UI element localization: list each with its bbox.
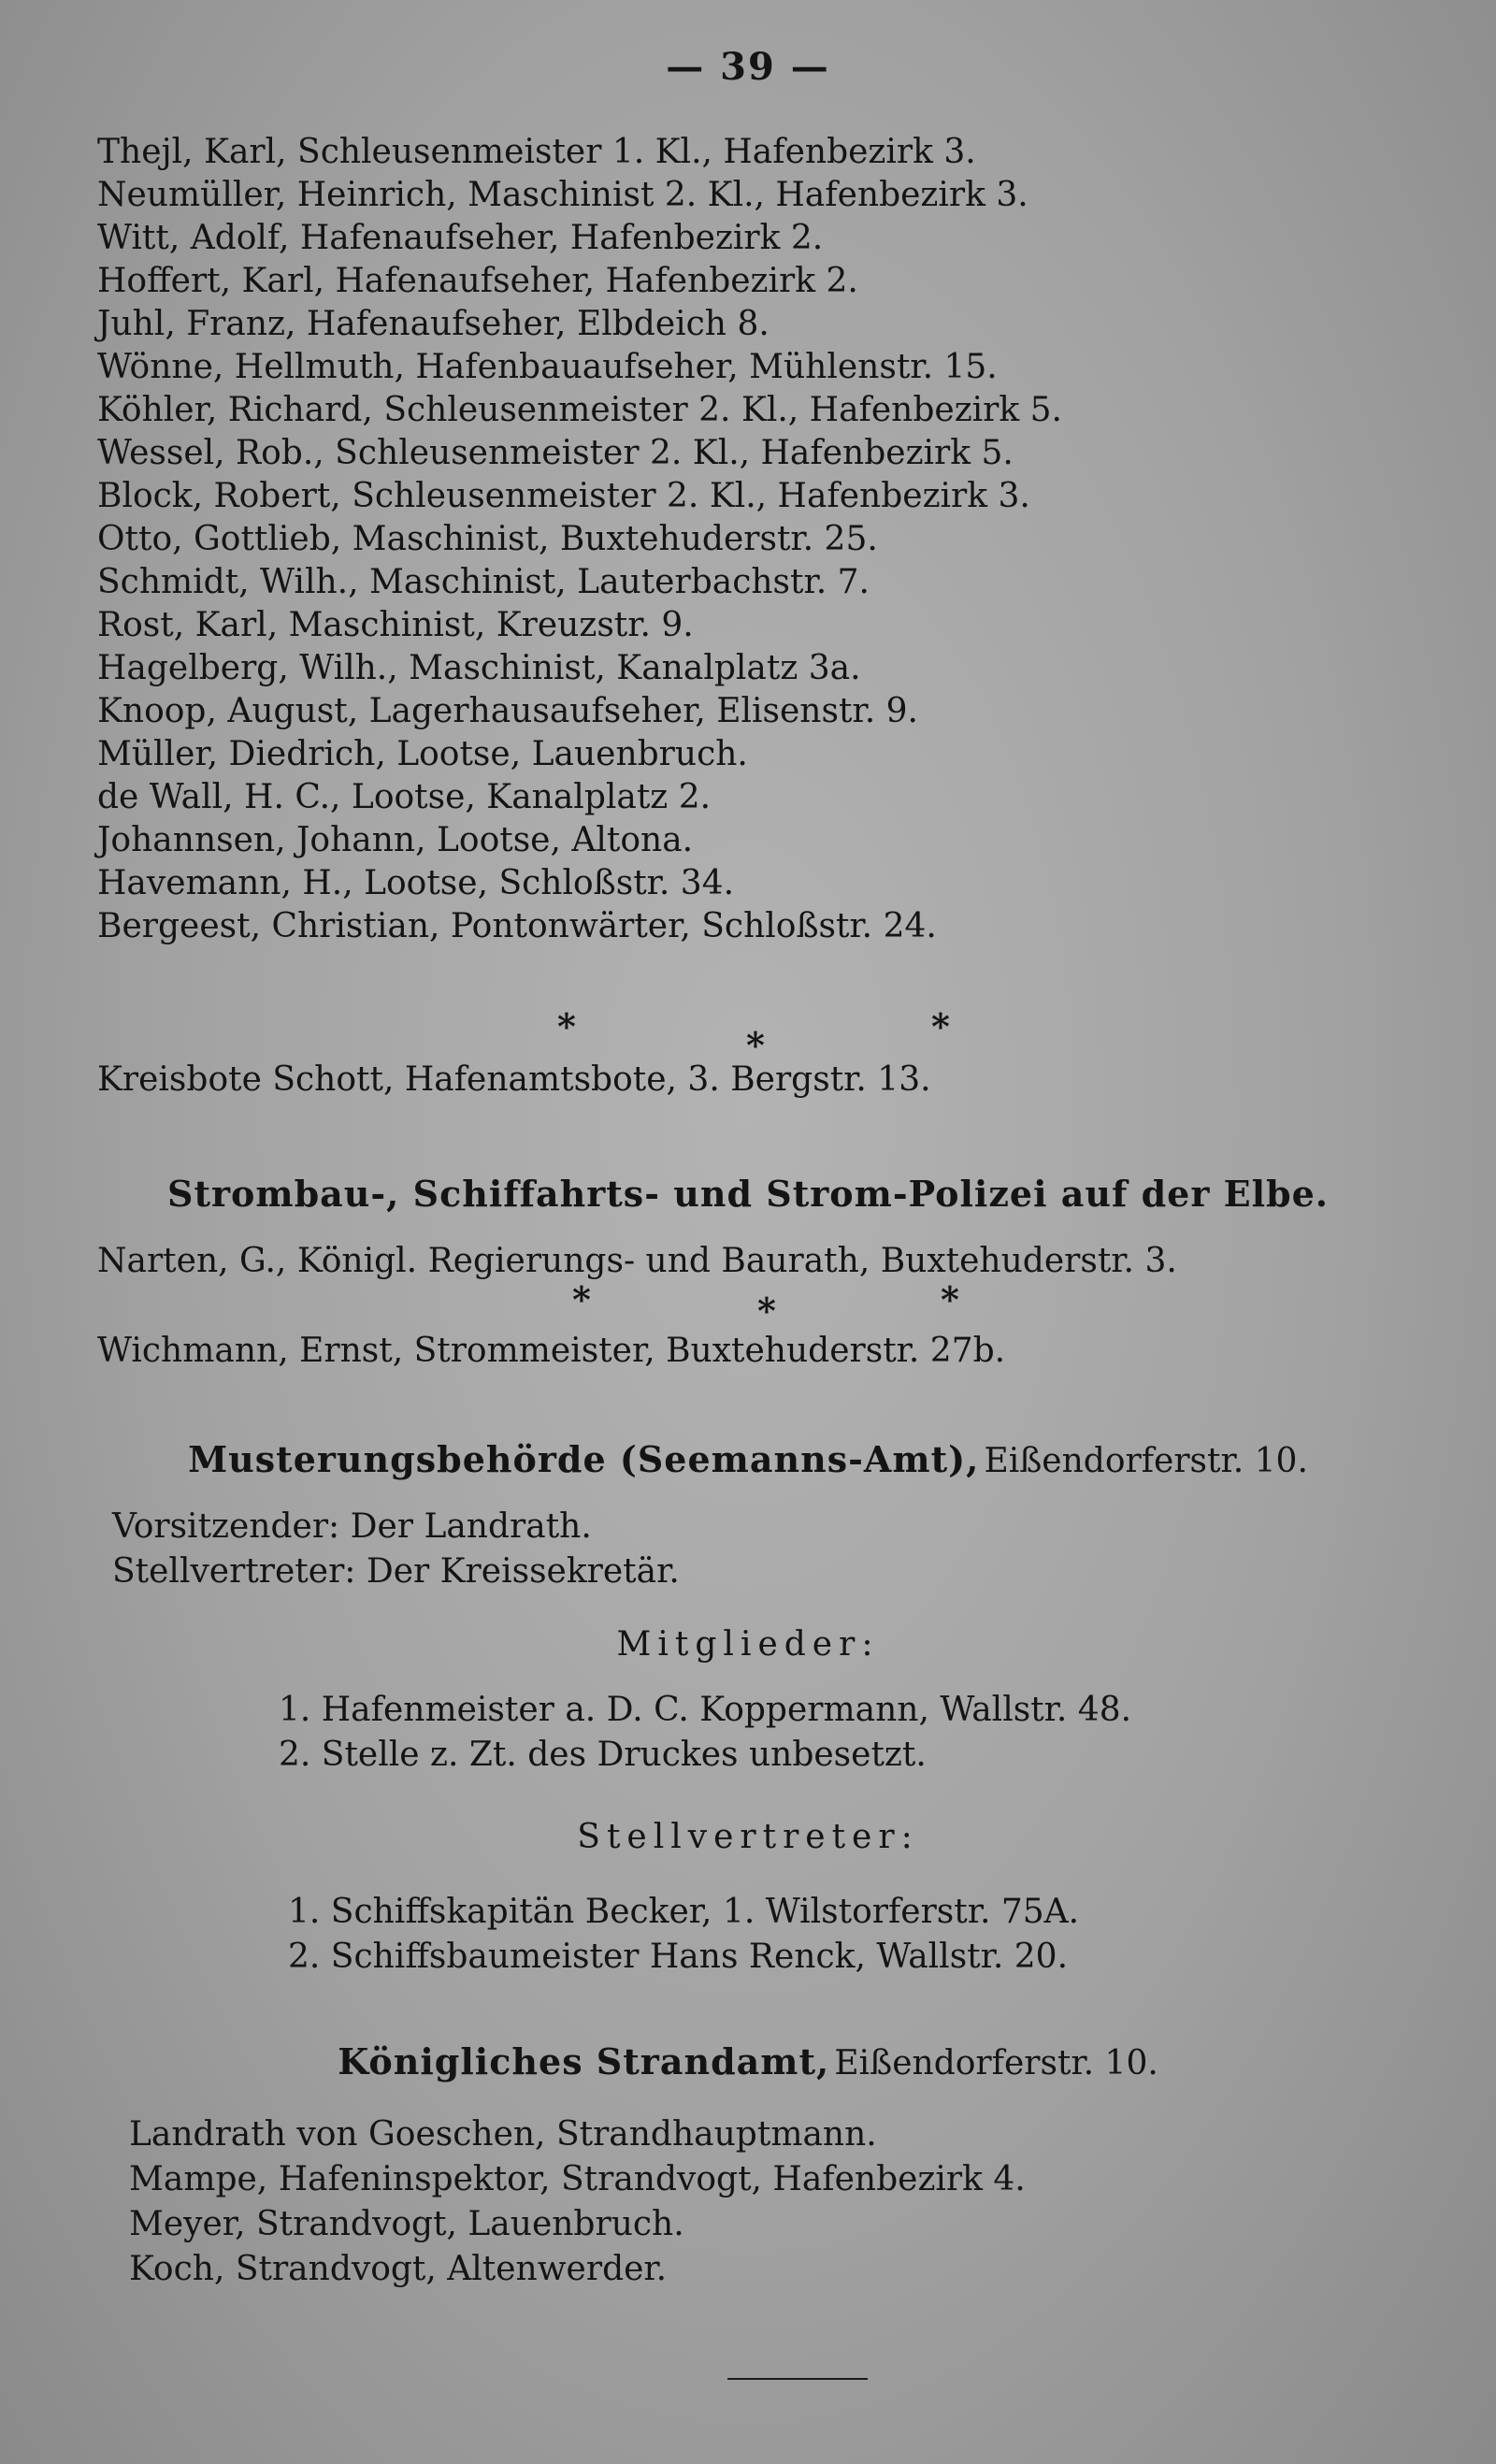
strandamt-line: Koch, Strandvogt, Altenwerder.	[129, 2250, 668, 2288]
strandamt-line: Landrath von Goeschen, Strandhauptmann.	[129, 2115, 877, 2154]
mitglieder-title	[0, 1625, 1496, 1664]
list-item: Wönne, Hellmuth, Hafenbauaufseher, Mühlenstr. 15.	[97, 348, 998, 386]
list-item: Schmidt, Wilh., Maschinist, Lauterbachstr. 7.	[97, 563, 870, 601]
list-item: Johannsen, Johann, Lootse, Altona.	[97, 821, 694, 859]
strandamt-line: Mampe, Hafeninspektor, Strandvogt, Hafenbezirk 4.	[129, 2160, 1026, 2198]
musterung-heading-address: Eißendorferstr. 10.	[984, 1442, 1308, 1480]
list-item: de Wall, H. C., Lootse, Kanalplatz 2.	[97, 778, 712, 816]
list-item: Köhler, Richard, Schleusenmeister 2. Kl., Hafenbezirk 5.	[97, 391, 1062, 429]
page-number: — 39 —	[666, 45, 830, 89]
list-item: Hoffert, Karl, Hafenaufseher, Hafenbezirk 2.	[97, 262, 858, 300]
musterung-heading	[0, 1438, 1496, 1480]
list-item: Block, Robert, Schleusenmeister 2. Kl., Hafenbezirk 3.	[97, 477, 1030, 515]
closing-rule	[727, 2378, 868, 2380]
stellvertreter-item: 2. Schiffsbaumeister Hans Renck, Wallstr. 20.	[288, 1938, 1069, 1976]
asterisk-separator	[0, 1005, 1496, 1066]
list-item: Havemann, H., Lootse, Schloßstr. 34.	[97, 864, 735, 902]
list-item: Thejl, Karl, Schleusenmeister 1. Kl., Hafenbezirk 3.	[97, 133, 976, 171]
strombau-heading	[0, 1173, 1496, 1215]
list-item: Rost, Karl, Maschinist, Kreuzstr. 9.	[97, 606, 694, 644]
asterisk: *	[757, 1290, 776, 1332]
staff-list	[97, 131, 1444, 948]
musterung-heading-text: Musterungsbehörde (Seemanns-Amt),	[188, 1438, 980, 1480]
strandamt-line: Meyer, Strandvogt, Lauenbruch.	[129, 2205, 684, 2243]
mitglieder-title-text: Mitglieder:	[616, 1625, 880, 1664]
vorsitzender-line: Vorsitzender: Der Landrath.	[112, 1507, 592, 1546]
mitglieder-item: 2. Stelle z. Zt. des Druckes unbesetzt.	[279, 1736, 927, 1774]
kreisbote-line: Kreisbote Schott, Hafenamtsbote, 3. Bergstr. 13.	[97, 1060, 931, 1099]
list-item: Witt, Adolf, Hafenaufseher, Hafenbezirk 2.	[97, 219, 824, 257]
mitglieder-item: 1. Hafenmeister a. D. C. Koppermann, Wallstr. 48.	[279, 1691, 1132, 1729]
list-item: Wessel, Rob., Schleusenmeister 2. Kl., Hafenbezirk 5.	[97, 434, 1014, 472]
strandamt-heading	[0, 2040, 1496, 2082]
asterisk: *	[941, 1278, 959, 1320]
stellvertreter-title-text: Stellvertreter:	[577, 1818, 919, 1856]
stellvertreter-item: 1. Schiffskapitän Becker, 1. Wilstorferstr. 75A.	[288, 1893, 1080, 1931]
stellvertreter-title	[0, 1818, 1496, 1856]
stellvertreter-line: Stellvertreter: Der Kreissekretär.	[112, 1552, 680, 1591]
list-item: Otto, Gottlieb, Maschinist, Buxtehuderstr. 25.	[97, 520, 878, 558]
asterisk: *	[746, 1024, 765, 1066]
list-item: Müller, Diedrich, Lootse, Lauenbruch.	[97, 735, 748, 773]
asterisk-separator	[0, 1278, 1496, 1337]
strandamt-heading-text: Königliches Strandamt,	[338, 2040, 830, 2082]
strombau-heading-text: Strombau-, Schiffahrts- und Strom-Polizei auf der Elbe.	[167, 1173, 1329, 1215]
strombau-line: Wichmann, Ernst, Strommeister, Buxtehuderstr. 27b.	[97, 1332, 1006, 1370]
asterisk: *	[931, 1005, 950, 1047]
strombau-line: Narten, G., Königl. Regierungs- und Baurath, Buxtehuderstr. 3.	[97, 1242, 1177, 1280]
asterisk: *	[557, 1005, 576, 1047]
list-item: Bergeest, Christian, Pontonwärter, Schloßstr. 24.	[97, 907, 937, 945]
strandamt-heading-address: Eißendorferstr. 10.	[834, 2044, 1158, 2082]
list-item: Juhl, Franz, Hafenaufseher, Elbdeich 8.	[97, 305, 770, 343]
asterisk: *	[572, 1278, 591, 1320]
list-item: Neumüller, Heinrich, Maschinist 2. Kl., Hafenbezirk 3.	[97, 176, 1028, 214]
list-item: Hagelberg, Wilh., Maschinist, Kanalplatz 3a.	[97, 649, 861, 687]
list-item: Knoop, August, Lagerhausaufseher, Elisenstr. 9.	[97, 692, 918, 730]
